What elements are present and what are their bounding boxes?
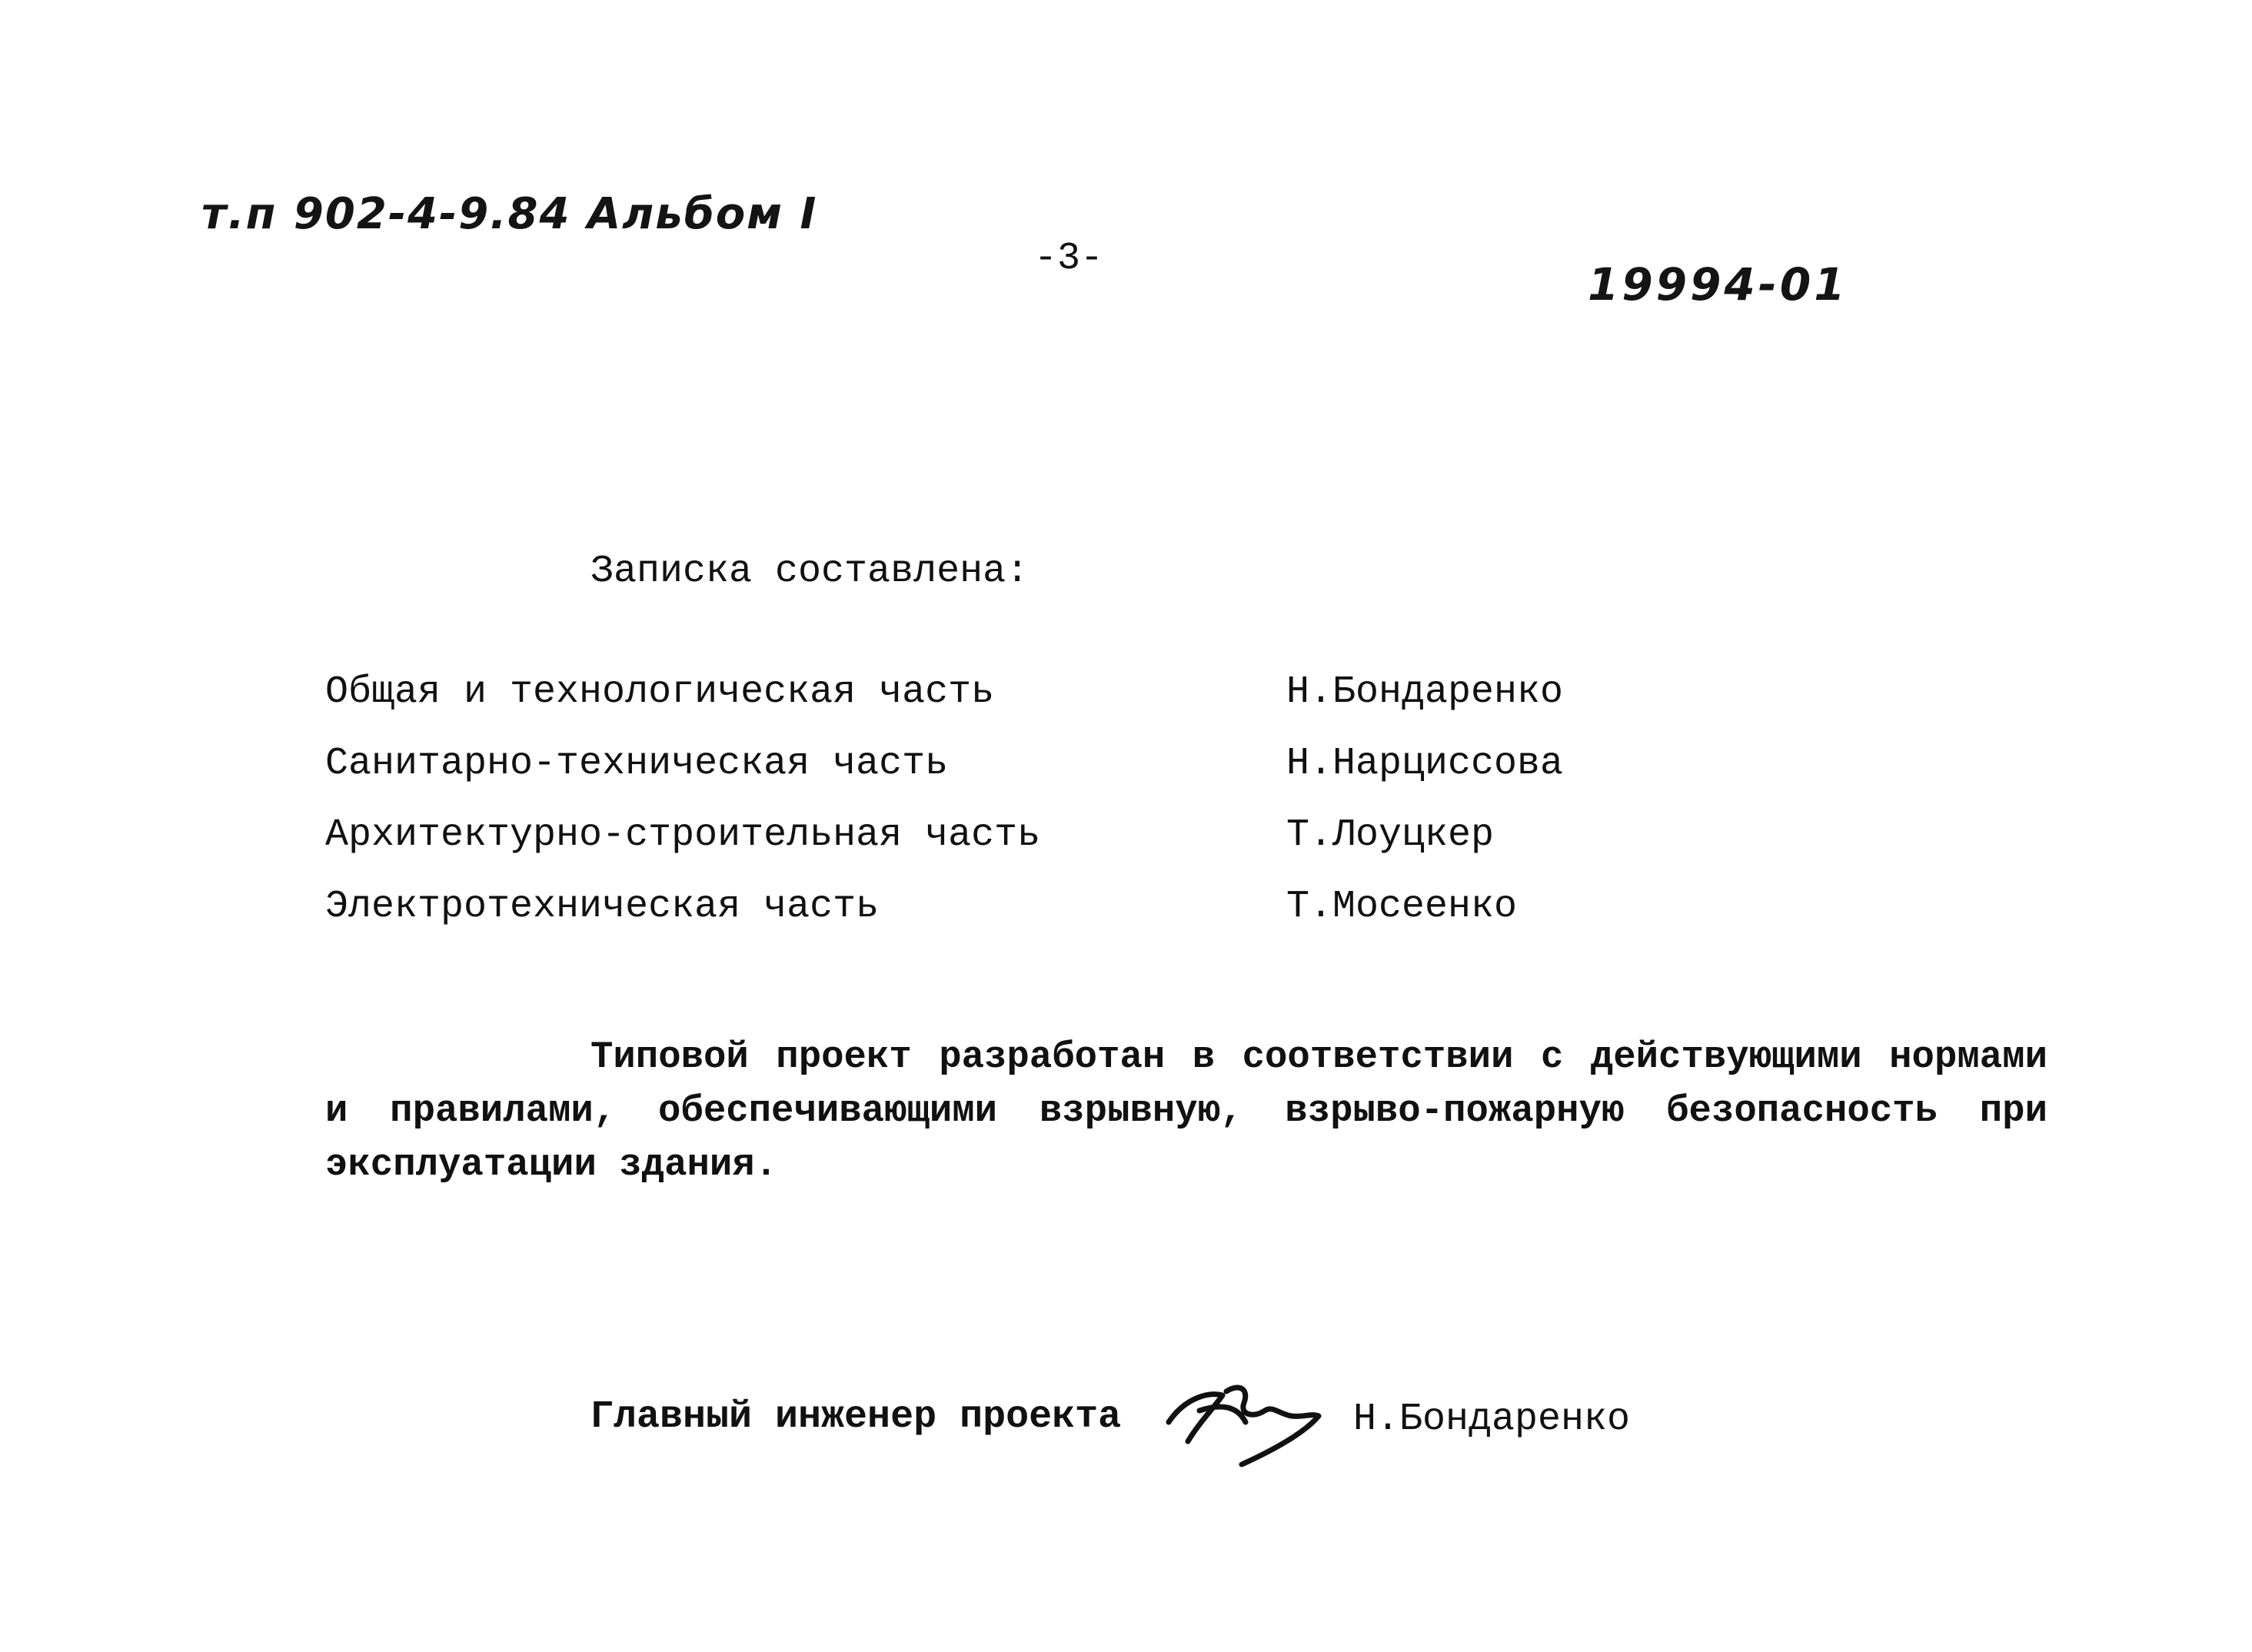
- compliance-note: Типовой проект разработан в соответствии с действующими нормами и правилами, обеспечивающими взрывную, взрыво-пожарную безопасность при эксплуатации здания.: [325, 1035, 2047, 1186]
- author-row: [325, 885, 1632, 956]
- chief-engineer-name: Н.Бондаренко: [1353, 1398, 1631, 1441]
- page-number: -3-: [1034, 237, 1104, 281]
- sheet-code: 19994-01: [1588, 258, 1848, 311]
- compiled-heading: Записка составлена:: [590, 550, 1030, 593]
- author-part: Архитектурно-строительная часть: [325, 813, 1041, 857]
- author-row: [325, 670, 1632, 742]
- chief-engineer-label: Главный инженер проекта: [590, 1395, 1122, 1439]
- document-reference: т.п 902-4-9.84 Альбом I: [201, 189, 818, 239]
- author-row: [325, 742, 1632, 813]
- author-part: Санитарно-техническая часть: [325, 742, 949, 786]
- author-name: Н.Бондаренко: [1286, 670, 1564, 714]
- author-part: Электротехническая часть: [325, 885, 880, 929]
- author-row: [325, 813, 1632, 885]
- authors-list: [325, 670, 1632, 956]
- author-name: Т.Лоуцкер: [1286, 813, 1495, 857]
- signature: [1153, 1368, 1353, 1476]
- author-name: Н.Нарциссова: [1286, 742, 1564, 786]
- author-name: Т.Мосеенко: [1286, 885, 1518, 929]
- author-part: Общая и технологическая часть: [325, 670, 995, 714]
